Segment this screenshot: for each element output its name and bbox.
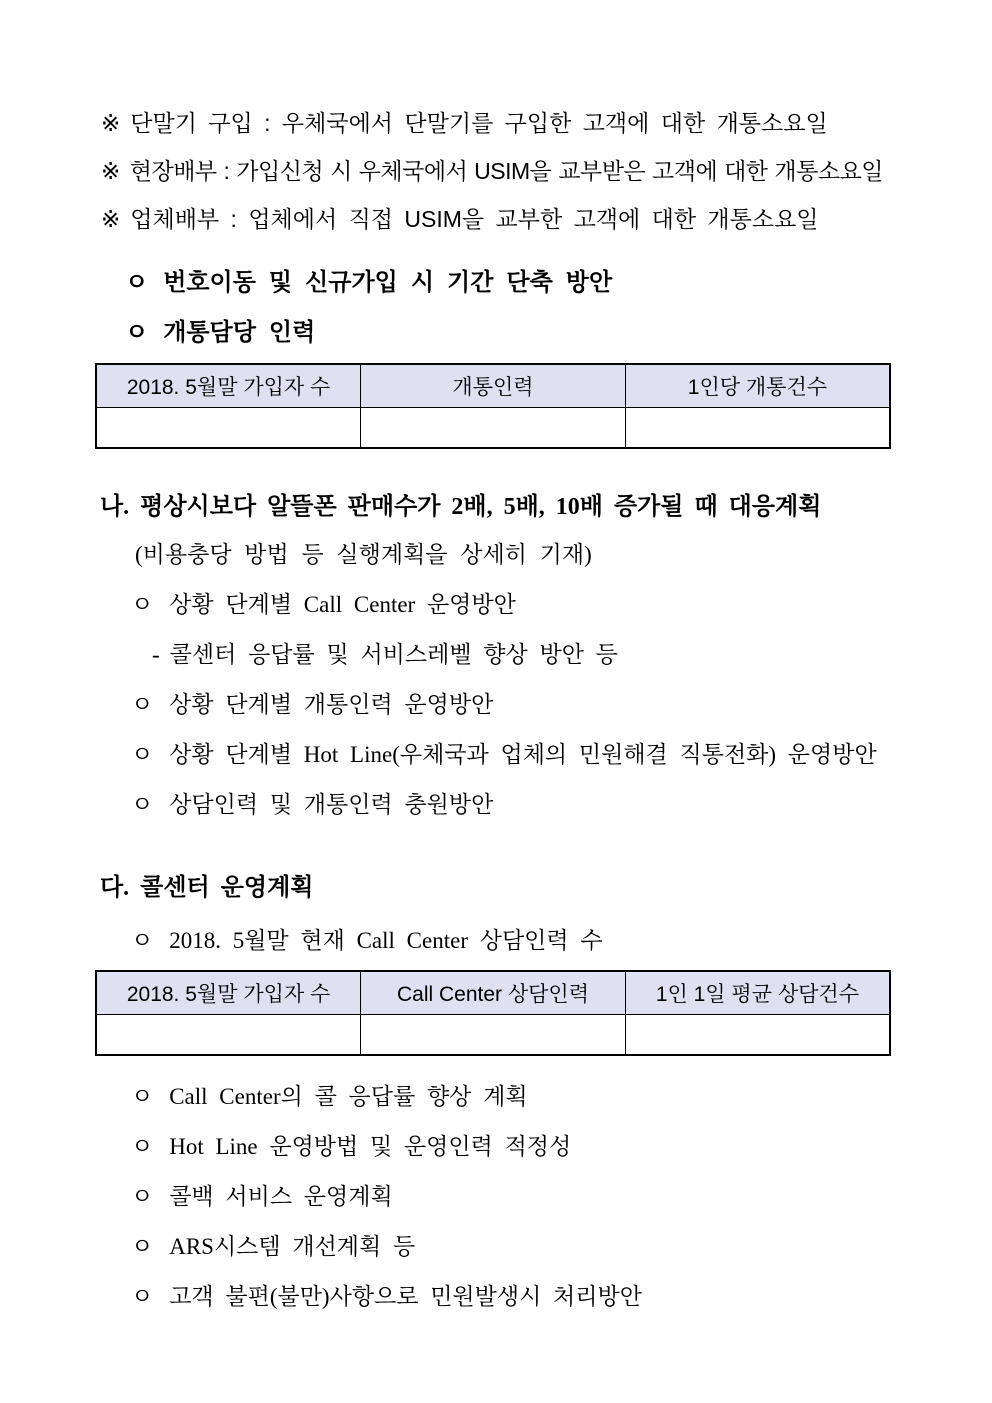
circle-bullet-marker: ㅇ — [131, 1084, 154, 1109]
note-line-company-distribution — [101, 206, 905, 233]
section-na-title: 나. 평상시보다 알뜰폰 판매수가 2배, 5배, 10배 증가될 때 대응계획 — [100, 494, 822, 520]
reference-mark: ※ — [101, 206, 121, 232]
reference-mark: ※ — [101, 110, 121, 136]
bullet-call-center-staff-count — [131, 927, 905, 954]
circle-bullet-marker: ㅇ — [131, 592, 154, 617]
note-text: 업체배부 : 업체에서 직접 USIM을 교부한 고객에 대한 개통소요일 — [130, 206, 819, 232]
subbullet-response-rate — [152, 641, 905, 668]
circle-bullet-marker: ㅇ — [131, 692, 154, 717]
table-header-row — [96, 364, 890, 408]
note-text: 현장배부 : 가입신청 시 우체국에서 USIM을 교부받은 고객에 대한 개통소요일 — [129, 158, 884, 184]
bullet-text: ARS시스템 개선계획 등 — [169, 1234, 416, 1259]
table1-header-activation-staff: 개통인력 — [361, 364, 626, 408]
table2-cell-avg-consultations — [625, 1015, 890, 1056]
bullet-text: 번호이동 및 신규가입 시 기간 단축 방안 — [163, 270, 613, 296]
bullet-ars-improvement — [131, 1233, 905, 1260]
activation-staff-table — [95, 363, 891, 449]
bullet-text: Hot Line 운영방법 및 운영인력 적정성 — [169, 1134, 572, 1159]
bullet-text: 콜센터 응답률 및 서비스레벨 향상 방안 등 — [169, 642, 618, 667]
table1-cell-activation-staff — [361, 408, 626, 449]
table2-cell-subscribers — [96, 1015, 361, 1056]
bullet-call-center-plan — [131, 591, 905, 618]
table2-header-subscribers: 2018. 5월말 가입자 수 — [96, 971, 361, 1015]
bullet-activation-staff-plan — [131, 691, 905, 718]
circle-bullet-marker: ㅇ — [131, 1234, 154, 1259]
reference-mark: ※ — [101, 158, 120, 184]
bullet-hot-line-adequacy — [131, 1133, 905, 1160]
bullet-call-answer-rate — [131, 1083, 905, 1110]
circle-bullet-marker: ㅇ — [125, 320, 149, 346]
bullet-text: 2018. 5월말 현재 Call Center 상담인력 수 — [169, 928, 603, 953]
bullet-text: 상담인력 및 개통인력 충원방안 — [169, 792, 494, 817]
bullet-text: 콜백 서비스 운영계획 — [169, 1184, 393, 1209]
table-row — [96, 408, 890, 449]
circle-bullet-marker: ㅇ — [131, 1284, 154, 1309]
dash-bullet-marker: - — [152, 642, 160, 667]
table1-header-activations-per-person: 1인당 개통건수 — [625, 364, 890, 408]
table1-cell-subscribers — [96, 408, 361, 449]
table2-cell-counselors — [361, 1015, 626, 1056]
table2-header-avg-consultations: 1인 1일 평균 상담건수 — [625, 971, 890, 1015]
table-row — [96, 1015, 890, 1056]
circle-bullet-marker: ㅇ — [131, 928, 154, 953]
section-da-title: 다. 콜센터 운영계획 — [100, 875, 314, 901]
note-text: 단말기 구입 : 우체국에서 단말기를 구입한 고객에 대한 개통소요일 — [130, 110, 828, 136]
circle-bullet-marker: ㅇ — [125, 270, 149, 296]
call-center-staff-table — [95, 970, 891, 1056]
bullet-text: 상황 단계별 Hot Line(우체국과 업체의 민원해결 직통전화) 운영방안 — [169, 742, 877, 767]
bullet-text: 고객 불편(불만)사항으로 민원발생시 처리방안 — [169, 1284, 642, 1309]
bullet-text: 상황 단계별 Call Center 운영방안 — [169, 592, 516, 617]
table1-cell-activations-per-person — [625, 408, 890, 449]
note-line-device-purchase — [101, 110, 905, 137]
circle-bullet-marker: ㅇ — [131, 1184, 154, 1209]
bullet-activation-staff — [125, 319, 905, 347]
bullet-text: 상황 단계별 개통인력 운영방안 — [169, 692, 494, 717]
bullet-number-porting — [125, 269, 905, 297]
table2-header-counselors: Call Center 상담인력 — [361, 971, 626, 1015]
bullet-text: Call Center의 콜 응답률 향상 계획 — [169, 1084, 528, 1109]
circle-bullet-marker: ㅇ — [131, 742, 154, 767]
bullet-complaint-handling — [131, 1283, 905, 1310]
table-header-row — [96, 971, 890, 1015]
bullet-callback-service — [131, 1183, 905, 1210]
bullet-text: 개통담당 인력 — [163, 320, 316, 346]
table1-header-subscribers: 2018. 5월말 가입자 수 — [96, 364, 361, 408]
section-na-subtitle: (비용충당 방법 등 실행계획을 상세히 기재) — [135, 542, 592, 567]
bullet-hot-line-plan — [131, 741, 905, 768]
circle-bullet-marker: ㅇ — [131, 792, 154, 817]
note-line-field-distribution — [101, 158, 905, 185]
circle-bullet-marker: ㅇ — [131, 1134, 154, 1159]
bullet-staffing-plan — [131, 791, 905, 818]
